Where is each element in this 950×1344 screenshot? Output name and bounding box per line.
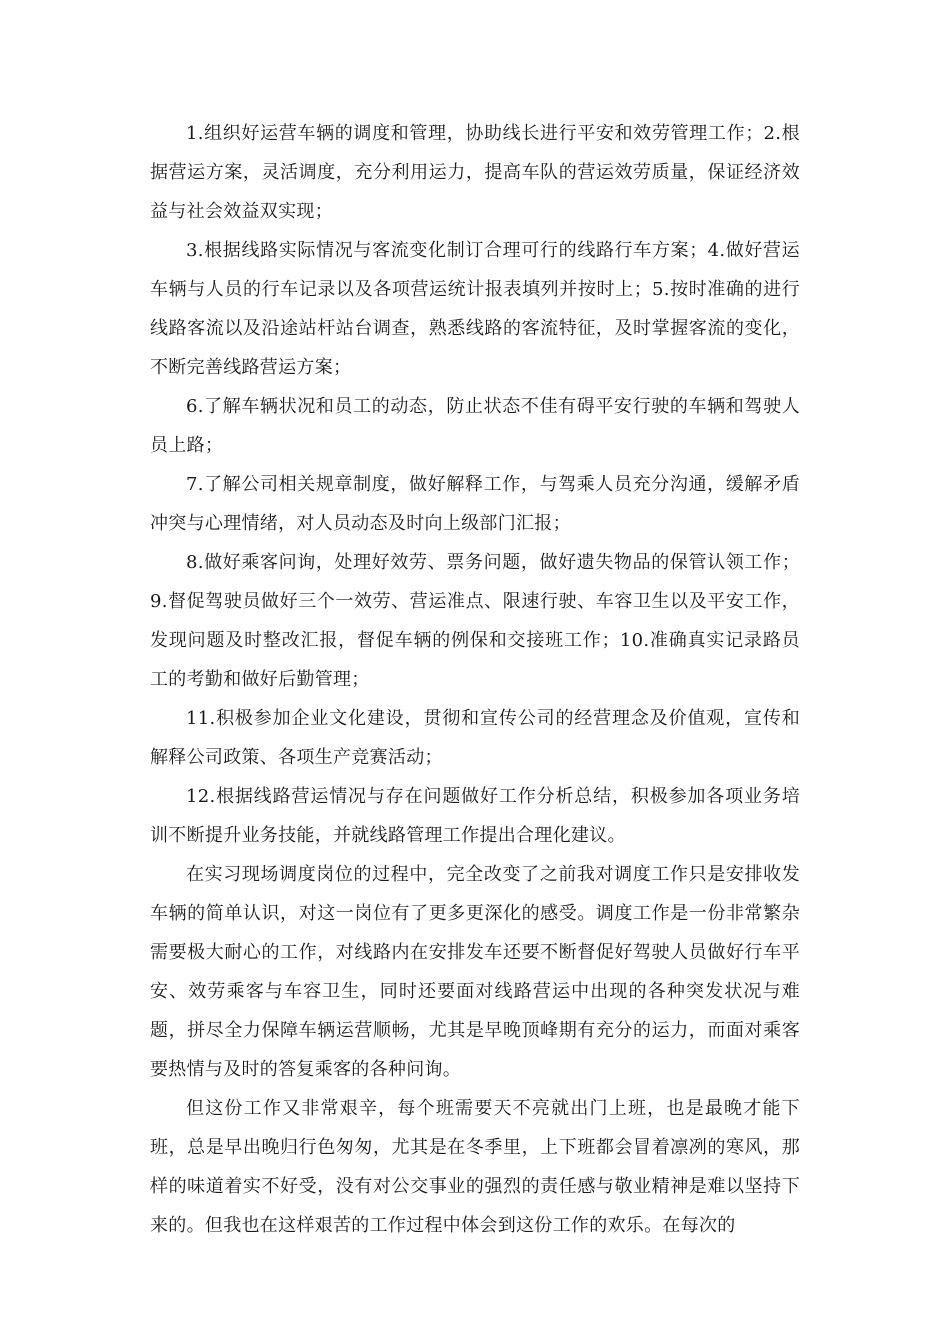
paragraph-1: 1.组织好运营车辆的调度和管理，协助线长进行平安和效劳管理工作；2.根据营运方案，灵活调度，充分利用运力，提高车队的营运效劳质量，保证经济效益与社会效益双实现；: [150, 123, 800, 222]
paragraph-2: 3.根据线路实际情况与客流变化制订合理可行的线路行车方案；4.做好营运车辆与人员的行车记录以及各项营运统计报表填列并按时上；5.按时准确的进行线路客流以及沿途站杆站台调查，熟悉线路的客流特征，及时掌握客流的变化，不断完善线路营运方案；: [150, 240, 800, 378]
paragraph-7: 12.根据线路营运情况与存在问题做好工作分析总结，积极参加各项业务培训不断提升业务技能，并就线路管理工作提出合理化建议。: [150, 786, 800, 846]
document-body: [150, 114, 800, 1245]
paragraph-9: 但这份工作又非常艰辛，每个班需要天不亮就出门上班，也是最晚才能下班，总是早出晚归行色匆匆，尤其是在冬季里，上下班都会冒着凛冽的寒风，那样的味道着实不好受，没有对公交事业的强烈的责任感与敬业精神是难以坚持下来的。但我也在这样艰苦的工作过程中体会到这份工作的欢乐。在每次的: [150, 1098, 800, 1236]
paragraph-4: 7.了解公司相关规章制度，做好解释工作，与驾乘人员充分沟通，缓解矛盾冲突与心理情绪，对人员动态及时向上级部门汇报；: [150, 474, 800, 534]
paragraph-5: 8.做好乘客问询，处理好效劳、票务问题，做好遗失物品的保管认领工作；9.督促驾驶员做好三个一效劳、营运准点、限速行驶、车容卫生以及平安工作，发现问题及时整改汇报，督促车辆的例保和交接班工作；10.准确真实记录路员工的考勤和做好后勤管理；: [150, 552, 800, 690]
paragraph-3: 6.了解车辆状况和员工的动态，防止状态不佳有碍平安行驶的车辆和驾驶人员上路；: [150, 396, 800, 456]
paragraph-8: 在实习现场调度岗位的过程中，完全改变了之前我对调度工作只是安排收发车辆的简单认识，对这一岗位有了更多更深化的感受。调度工作是一份非常繁杂需要极大耐心的工作，对线路内在安排发车还要不断督促好驾驶人员做好行车平安、效劳乘客与车容卫生，同时还要面对线路营运中出现的各种突发状况与难题，拼尽全力保障车辆运营顺畅，尤其是早晚顶峰期有充分的运力，而面对乘客要热情与及时的答复乘客的各种问询。: [150, 864, 800, 1080]
paragraph-6: 11.积极参加企业文化建设，贯彻和宣传公司的经营理念及价值观，宣传和解释公司政策、各项生产竞赛活动；: [150, 708, 800, 768]
